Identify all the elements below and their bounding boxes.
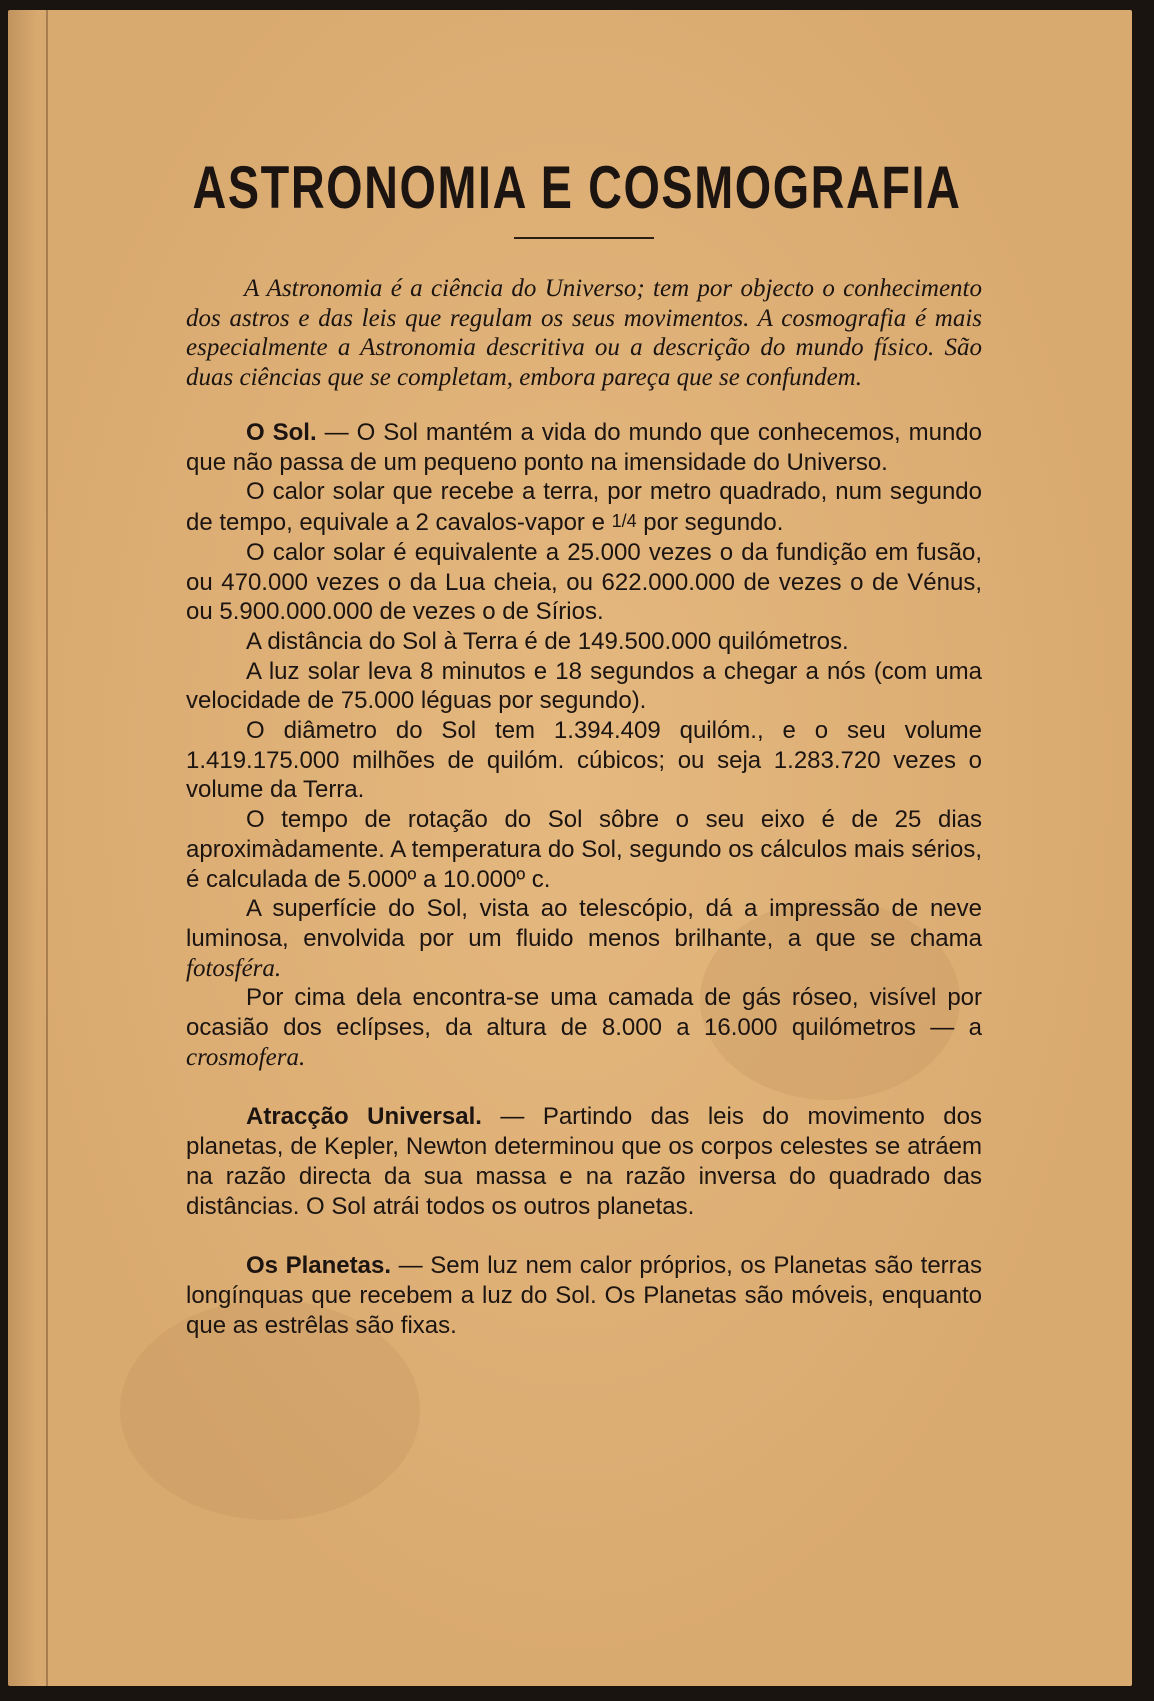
section-heading-planetas: Os Planetas. (246, 1252, 392, 1280)
sol-paragraph: O calor solar é equivalente a 25.000 vezes o da fundição em fusão, ou 470.000 vezes o da Lua cheia, ou 622.000.000 de vezes o de Vénus, ou 5.900.000.000 de vezes o de Sírios. (186, 538, 982, 626)
sol-paragraph: A distância do Sol à Terra é de 149.500.000 quilómetros. (246, 627, 849, 655)
sol-paragraph (186, 894, 982, 983)
sol-paragraph: O diâmetro do Sol tem 1.394.409 quilóm., e o seu volume 1.419.175.000 milhões de quilóm. cúbicos; ou seja 1.283.720 vezes o volume da Terra. (186, 717, 982, 804)
paragraph-text: — Partindo das leis do movimento dos planetas, de Kepler, Newton determinou que os corpos celestes se atráem na razão directa da sua massa e na razão inversa do quadrado das distâncias. O Sol atrái todos os outros planetas. (186, 1103, 982, 1220)
paragraph-text: Por cima dela encontra-se uma camada de gás róseo, visível por ocasião dos eclípses, da altura de 8.000 a 16.000 quilómetros — a (186, 984, 982, 1042)
sol-paragraph (186, 418, 982, 477)
title-divider (514, 237, 654, 239)
intro-paragraph: A Astronomia é a ciência do Universo; tem por objecto o conhecimento dos astros e das leis que regulam os seus movimentos. A cosmografia é mais especialmente a Astronomia descritiva ou a descrição do mundo físico. São duas ciências que se completam, embora pareça que se confundem. (186, 275, 982, 391)
sol-paragraph: A luz solar leva 8 minutos e 18 segundos a chegar a nós (com uma velocidade de 75.000 léguas por segundo). (186, 657, 982, 715)
paragraph-text: por segundo. (636, 509, 784, 537)
page-binding-edge (8, 10, 48, 1686)
body-text (186, 274, 982, 1340)
section-heading-atraccao: Atracção Universal. (246, 1103, 482, 1131)
sol-paragraph: O tempo de rotação do Sol sôbre o seu eixo é de 25 dias aproximàdamente. A temperatura do Sol, segundo os cálculos mais sérios, é calculada de 5.000º a 10.000º c. (186, 806, 982, 893)
page-title: ASTRONOMIA E COSMOGRAFIA (192, 154, 962, 221)
planetas-paragraph (186, 1251, 982, 1340)
atraccao-paragraph (186, 1102, 982, 1221)
italic-term: fotosféra. (186, 954, 282, 982)
section-heading-sol: O Sol. (246, 419, 317, 446)
fraction: 1/4 (611, 511, 637, 532)
paragraph-text: O calor solar que recebe a terra, por metro quadrado, num segundo de tempo, equivale a 2 cavalos-vapor e (186, 478, 982, 537)
sol-paragraph (186, 983, 982, 1072)
paragraph-text: A superfície do Sol, vista ao telescópio, dá a impressão de neve luminosa, envolvida por um fluido menos brilhante, a que se chama (186, 895, 982, 952)
paragraph-text: — Sem luz nem calor próprios, os Planetas são terras longínquas que recebem a luz do Sol. Os Planetas são móveis, enquanto que as estrêlas são fixas. (186, 1252, 982, 1339)
sol-paragraph (186, 477, 982, 537)
italic-term: crosmofera. (186, 1043, 306, 1071)
sol-lead-text: — O Sol mantém a vida do mundo que conhecemos, mundo que não passa de um pequeno ponto na imensidade do Universo. (186, 419, 983, 476)
